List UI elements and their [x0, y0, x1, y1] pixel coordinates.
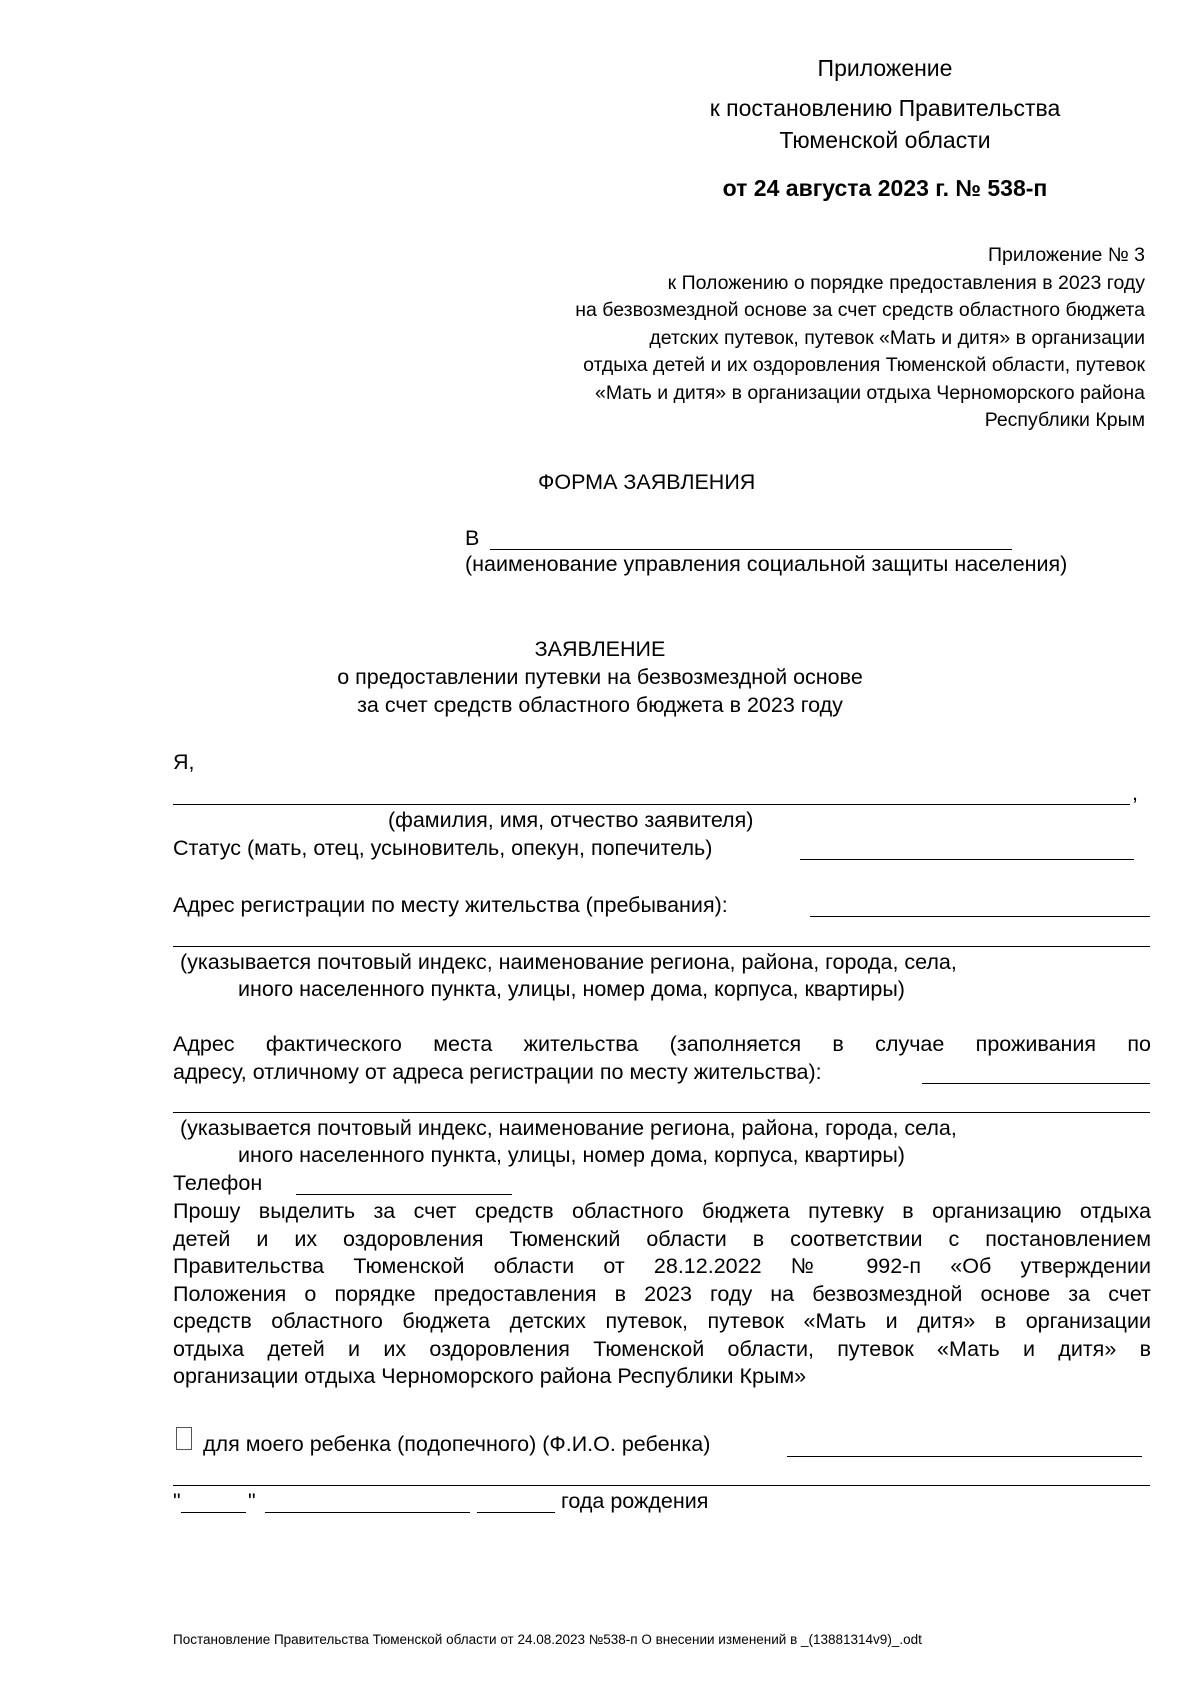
birth-year-field[interactable]: [477, 1512, 555, 1513]
actual-address-text: [173, 1031, 1151, 1086]
header-region: Тюменской области: [779, 127, 991, 153]
application-subtitle-2: за счет средств областного бюджета в 2023 году: [357, 693, 843, 717]
actual-address-caption-2: иного населенного пункта, улицы, номер дома, корпуса, квартиры): [238, 1143, 905, 1167]
annex-line: детских путевок, путевок «Мать и дитя» в организации: [649, 326, 1145, 349]
birth-day-close-quote: ": [248, 1489, 256, 1513]
applicant-name-caption: (фамилия, имя, отчество заявителя): [388, 808, 754, 832]
request-line: отдыха детей и их оздоровления Тюменской области, путевок «Мать и дитя» в: [173, 1336, 1151, 1361]
to-prefix: В: [465, 526, 480, 550]
child-checkbox[interactable]: [176, 1427, 192, 1450]
header-date-number: от 24 августа 2023 г. № 538-п: [722, 175, 1048, 201]
birth-day-open-quote: ": [173, 1489, 181, 1513]
reg-address-field[interactable]: [810, 916, 1150, 917]
application-subtitle-1: о предоставлении путевки на безвозмездной основе: [337, 665, 863, 689]
request-paragraph: [173, 1198, 1151, 1391]
request-line: организации отдыха Черноморского района Республики Крым»: [173, 1364, 807, 1388]
status-field[interactable]: [800, 859, 1134, 860]
footer-file-name: Постановление Правительства Тюменской области от 24.08.2023 №538-п О внесении изменений в _(13881314v9)_.odt: [173, 1632, 922, 1647]
reg-address-label: Адрес регистрации по месту жительства (пребывания):: [173, 893, 728, 917]
birth-month-field[interactable]: [265, 1512, 470, 1513]
request-line: Положения о порядке предоставления в 2023 году на безвозмездной основе за счет: [173, 1281, 1151, 1306]
form-title: ФОРМА ЗАЯВЛЕНИЯ: [538, 470, 756, 494]
request-line: средств областного бюджета детских путевок, путевок «Мать и дитя» в организации: [173, 1309, 1151, 1333]
addressee-caption: (наименование управления социальной защиты населения): [465, 552, 1068, 576]
status-label: Статус (мать, отец, усыновитель, опекун, попечитель): [173, 836, 713, 860]
request-line: Прошу выделить за счет средств областного бюджета путевку в организацию отдыха: [173, 1199, 1151, 1223]
i-label: Я,: [173, 750, 195, 774]
reg-address-field-2[interactable]: [173, 946, 1150, 947]
annex-line: отдыха детей и их оздоровления Тюменской области, путевок: [583, 354, 1145, 376]
annex-line: Республики Крым: [984, 409, 1145, 431]
request-line: детей и их оздоровления Тюменский области в соответствии с постановлением: [173, 1226, 1151, 1251]
birth-label: года рождения: [561, 1489, 709, 1513]
annex-line: на безвозмездной основе за счет средств областного бюджета: [575, 299, 1145, 321]
phone-field[interactable]: [296, 1194, 512, 1195]
applicant-name-field[interactable]: [173, 804, 1130, 805]
actual-address-line: адресу, отличному от адреса регистрации по месту жительства):: [173, 1059, 822, 1084]
annex-line: «Мать и дитя» в организации отдыха Черноморского района: [595, 381, 1145, 404]
actual-address-line: Адрес фактического места жительства (заполняется в случае проживания по: [173, 1032, 1151, 1056]
header-resolution: к постановлению Правительства: [709, 95, 1061, 121]
annex-line: Приложение № 3: [988, 244, 1145, 266]
header-block: [650, 52, 1120, 156]
addressee-field[interactable]: [490, 549, 1012, 550]
actual-address-caption-1: (указывается почтовый индекс, наименование региона, района, города, села,: [180, 1116, 957, 1140]
comma: ,: [1132, 781, 1138, 805]
phone-label: Телефон: [173, 1171, 263, 1195]
application-title: ЗАЯВЛЕНИЕ: [534, 637, 666, 661]
actual-address-field[interactable]: [922, 1083, 1150, 1084]
child-label: для моего ребенка (подопечного) (Ф.И.О. ребенка): [203, 1432, 711, 1456]
actual-address-field-2[interactable]: [173, 1112, 1150, 1113]
reg-address-caption-2: иного населенного пункта, улицы, номер дома, корпуса, квартиры): [238, 977, 905, 1001]
annex-reference: [385, 242, 1145, 435]
reg-address-caption-1: (указывается почтовый индекс, наименование региона, района, города, села,: [180, 950, 957, 974]
header-appendix: Приложение: [817, 55, 953, 81]
annex-line: к Положению о порядке предоставления в 2023 году: [667, 271, 1145, 294]
birth-day-field[interactable]: [181, 1512, 246, 1513]
child-name-field[interactable]: [787, 1456, 1142, 1457]
child-name-field-2[interactable]: [173, 1485, 1150, 1486]
request-line: Правительства Тюменской области от 28.12.2022 № 992-п «Об утверждении: [173, 1254, 1151, 1278]
